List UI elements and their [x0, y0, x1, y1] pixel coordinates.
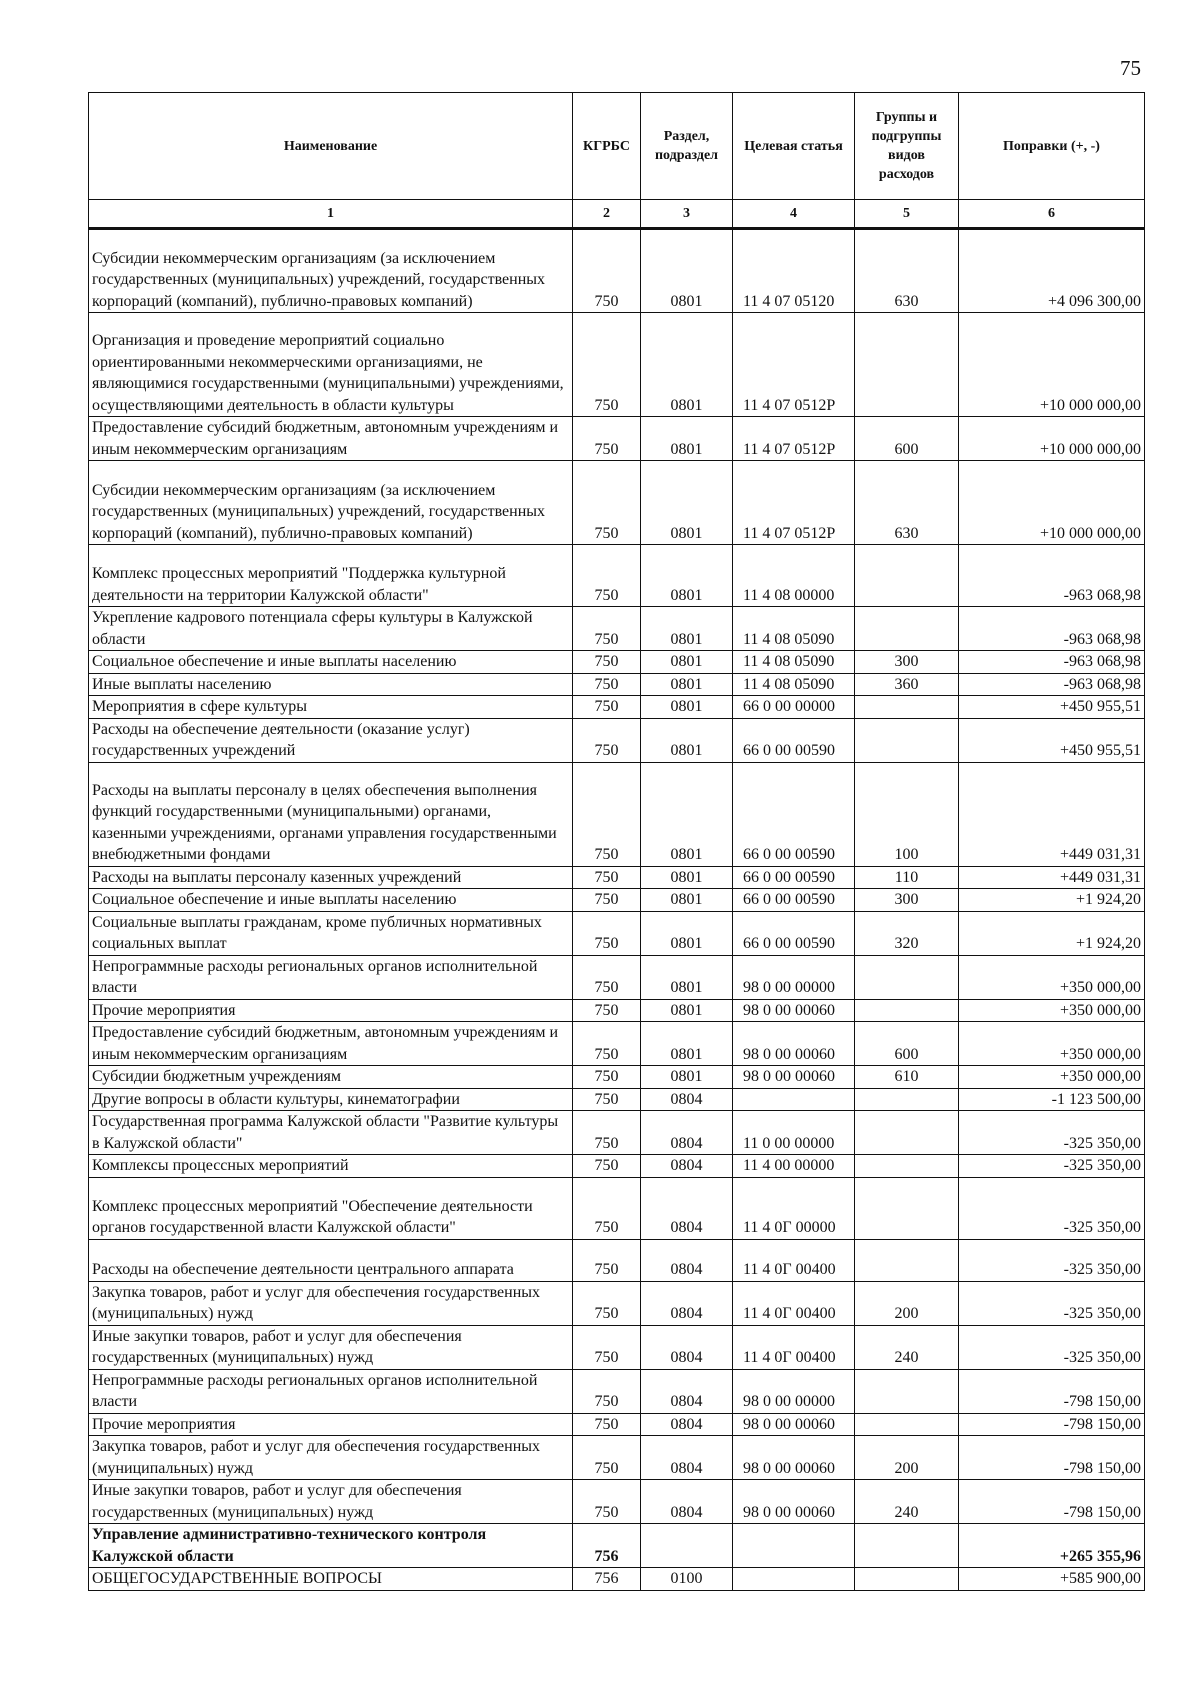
cell-expense-group: [855, 1524, 959, 1568]
table-row: [89, 866, 1145, 889]
cell-name: Закупка товаров, работ и услуг для обеспечения государственных (муниципальных) нужд: [89, 1436, 573, 1480]
cell-name: Субсидии бюджетным учреждениям: [89, 1066, 573, 1089]
cell-expense-group: 240: [855, 1480, 959, 1524]
table-row: [89, 955, 1145, 999]
cell-amendment: -798 150,00: [959, 1480, 1145, 1524]
cell-amendment: -798 150,00: [959, 1369, 1145, 1413]
cell-section: 0801: [641, 417, 733, 461]
cell-expense-group: 200: [855, 1436, 959, 1480]
cell-expense-group: [855, 1088, 959, 1111]
cell-amendment: -325 350,00: [959, 1111, 1145, 1155]
table-row: [89, 696, 1145, 719]
cell-expense-group: [855, 1568, 959, 1591]
cell-amendment: +10 000 000,00: [959, 461, 1145, 545]
table-row: [89, 607, 1145, 651]
cell-amendment: -798 150,00: [959, 1436, 1145, 1480]
cell-kgrbs: 750: [573, 1281, 641, 1325]
cell-target-article: 11 4 08 05090: [733, 651, 855, 674]
cell-name: Государственная программа Калужской области "Развитие культуры в Калужской области": [89, 1111, 573, 1155]
cell-target-article: 66 0 00 00590: [733, 762, 855, 866]
table-row: [89, 1436, 1145, 1480]
table-row: [89, 1111, 1145, 1155]
cell-section: 0804: [641, 1480, 733, 1524]
cell-section: 0801: [641, 313, 733, 417]
cell-amendment: +1 924,20: [959, 911, 1145, 955]
cell-name: Иные выплаты населению: [89, 673, 573, 696]
cell-target-article: 11 4 07 0512P: [733, 461, 855, 545]
cell-name: Комплекс процессных мероприятий "Поддержка культурной деятельности на территории Калужской области": [89, 545, 573, 607]
cell-kgrbs: 750: [573, 1177, 641, 1239]
cell-name: Иные закупки товаров, работ и услуг для обеспечения государственных (муниципальных) нужд: [89, 1325, 573, 1369]
cell-expense-group: 360: [855, 673, 959, 696]
cell-amendment: -325 350,00: [959, 1177, 1145, 1239]
cell-kgrbs: 750: [573, 673, 641, 696]
cell-name: Прочие мероприятия: [89, 1413, 573, 1436]
cell-name: Прочие мероприятия: [89, 999, 573, 1022]
cell-expense-group: [855, 313, 959, 417]
table-row: [89, 1088, 1145, 1111]
cell-section: 0801: [641, 545, 733, 607]
table-row: [89, 1369, 1145, 1413]
cell-name: Социальное обеспечение и иные выплаты населению: [89, 889, 573, 912]
table-body: [89, 229, 1145, 1591]
cell-amendment: -963 068,98: [959, 651, 1145, 674]
cell-target-article: 66 0 00 00590: [733, 718, 855, 762]
cell-target-article: 11 4 0Г 00400: [733, 1239, 855, 1281]
cell-name: Иные закупки товаров, работ и услуг для обеспечения государственных (муниципальных) нужд: [89, 1480, 573, 1524]
table-row: [89, 651, 1145, 674]
cell-target-article: [733, 1568, 855, 1591]
table-row: [89, 545, 1145, 607]
cell-expense-group: 610: [855, 1066, 959, 1089]
cell-kgrbs: 750: [573, 1480, 641, 1524]
cell-section: 0801: [641, 673, 733, 696]
table-row: [89, 762, 1145, 866]
cell-amendment: +350 000,00: [959, 1066, 1145, 1089]
cell-target-article: 98 0 00 00060: [733, 1413, 855, 1436]
table-row: [89, 1325, 1145, 1369]
cell-amendment: -325 350,00: [959, 1155, 1145, 1178]
cell-target-article: 66 0 00 00000: [733, 696, 855, 719]
table-row: [89, 313, 1145, 417]
cell-amendment: +585 900,00: [959, 1568, 1145, 1591]
budget-amendments-table: [88, 92, 1145, 1591]
header-name: Наименование: [89, 93, 573, 200]
cell-target-article: 98 0 00 00060: [733, 1480, 855, 1524]
column-number-row: [89, 200, 1145, 229]
cell-kgrbs: 750: [573, 651, 641, 674]
cell-section: [641, 1524, 733, 1568]
cell-name: Социальное обеспечение и иные выплаты населению: [89, 651, 573, 674]
header-section: Раздел, подраздел: [641, 93, 733, 200]
header-kgrbs: КГРБС: [573, 93, 641, 200]
cell-kgrbs: 750: [573, 545, 641, 607]
cell-kgrbs: 750: [573, 417, 641, 461]
cell-expense-group: 100: [855, 762, 959, 866]
cell-amendment: +450 955,51: [959, 696, 1145, 719]
cell-name: Непрограммные расходы региональных органов исполнительной власти: [89, 955, 573, 999]
header-target: Целевая статья: [733, 93, 855, 200]
cell-amendment: +265 355,96: [959, 1524, 1145, 1568]
cell-expense-group: [855, 999, 959, 1022]
cell-amendment: +449 031,31: [959, 762, 1145, 866]
cell-section: 0804: [641, 1155, 733, 1178]
column-number: 4: [733, 200, 855, 229]
cell-kgrbs: 750: [573, 911, 641, 955]
cell-name: Непрограммные расходы региональных органов исполнительной власти: [89, 1369, 573, 1413]
table-row: [89, 1066, 1145, 1089]
cell-expense-group: 240: [855, 1325, 959, 1369]
cell-target-article: 11 4 0Г 00000: [733, 1177, 855, 1239]
cell-section: 0804: [641, 1239, 733, 1281]
cell-name: Расходы на выплаты персоналу в целях обеспечения выполнения функций государственными (муниципальными) органами, казенными учреждениями, органами управления государственными внебюджетными фондами: [89, 762, 573, 866]
cell-section: 0804: [641, 1436, 733, 1480]
table-row: [89, 1413, 1145, 1436]
cell-amendment: -798 150,00: [959, 1413, 1145, 1436]
table-row: [89, 889, 1145, 912]
cell-kgrbs: 750: [573, 762, 641, 866]
column-number: 5: [855, 200, 959, 229]
cell-name: Организация и проведение мероприятий социально ориентированными некоммерческими организациями, не являющимися государственными (муниципальными) учреждениями, осуществляющими деятельность в области культуры: [89, 313, 573, 417]
cell-expense-group: [855, 1413, 959, 1436]
cell-kgrbs: 750: [573, 718, 641, 762]
cell-name: Управление административно-технического контроля Калужской области: [89, 1524, 573, 1568]
cell-name: Другие вопросы в области культуры, кинематографии: [89, 1088, 573, 1111]
column-number: 3: [641, 200, 733, 229]
cell-section: 0804: [641, 1111, 733, 1155]
cell-target-article: [733, 1088, 855, 1111]
cell-kgrbs: 750: [573, 1066, 641, 1089]
cell-expense-group: [855, 1239, 959, 1281]
cell-expense-group: [855, 607, 959, 651]
cell-target-article: 11 4 07 05120: [733, 229, 855, 313]
cell-name: Предоставление субсидий бюджетным, автономным учреждениям и иным некоммерческим организациям: [89, 417, 573, 461]
cell-section: 0801: [641, 607, 733, 651]
cell-kgrbs: 750: [573, 999, 641, 1022]
cell-expense-group: [855, 1111, 959, 1155]
cell-expense-group: 600: [855, 1022, 959, 1066]
table-row: [89, 1568, 1145, 1591]
cell-kgrbs: 750: [573, 1239, 641, 1281]
cell-section: 0804: [641, 1088, 733, 1111]
cell-section: 0801: [641, 999, 733, 1022]
cell-section: 0801: [641, 955, 733, 999]
cell-expense-group: 630: [855, 461, 959, 545]
cell-section: 0801: [641, 229, 733, 313]
header-row: [89, 93, 1145, 200]
cell-name: Предоставление субсидий бюджетным, автономным учреждениям и иным некоммерческим организациям: [89, 1022, 573, 1066]
cell-amendment: -325 350,00: [959, 1239, 1145, 1281]
cell-amendment: +350 000,00: [959, 999, 1145, 1022]
table-row: [89, 673, 1145, 696]
cell-target-article: 11 4 08 05090: [733, 673, 855, 696]
cell-section: 0804: [641, 1369, 733, 1413]
cell-kgrbs: 750: [573, 1413, 641, 1436]
cell-name: Расходы на обеспечение деятельности центрального аппарата: [89, 1239, 573, 1281]
cell-expense-group: [855, 1155, 959, 1178]
cell-target-article: 11 4 0Г 00400: [733, 1281, 855, 1325]
cell-amendment: -963 068,98: [959, 607, 1145, 651]
cell-kgrbs: 750: [573, 1155, 641, 1178]
cell-target-article: 98 0 00 00060: [733, 1436, 855, 1480]
cell-section: 0804: [641, 1281, 733, 1325]
cell-target-article: [733, 1524, 855, 1568]
cell-kgrbs: 750: [573, 955, 641, 999]
cell-target-article: 11 4 0Г 00400: [733, 1325, 855, 1369]
column-number: 2: [573, 200, 641, 229]
cell-amendment: +449 031,31: [959, 866, 1145, 889]
cell-target-article: 11 4 00 00000: [733, 1155, 855, 1178]
cell-section: 0100: [641, 1568, 733, 1591]
cell-expense-group: [855, 545, 959, 607]
cell-section: 0801: [641, 889, 733, 912]
cell-target-article: 66 0 00 00590: [733, 866, 855, 889]
cell-section: 0801: [641, 651, 733, 674]
cell-section: 0801: [641, 461, 733, 545]
cell-section: 0801: [641, 762, 733, 866]
cell-amendment: +10 000 000,00: [959, 417, 1145, 461]
cell-expense-group: [855, 696, 959, 719]
header-amendments: Поправки (+, -): [959, 93, 1145, 200]
table-row: [89, 1480, 1145, 1524]
cell-kgrbs: 750: [573, 461, 641, 545]
cell-expense-group: 630: [855, 229, 959, 313]
cell-section: 0801: [641, 1066, 733, 1089]
cell-expense-group: [855, 1177, 959, 1239]
cell-section: 0801: [641, 718, 733, 762]
table-row: [89, 229, 1145, 313]
cell-target-article: 66 0 00 00590: [733, 889, 855, 912]
cell-expense-group: 320: [855, 911, 959, 955]
cell-amendment: -325 350,00: [959, 1325, 1145, 1369]
cell-expense-group: 300: [855, 889, 959, 912]
table-row: [89, 417, 1145, 461]
cell-section: 0801: [641, 911, 733, 955]
cell-section: 0804: [641, 1325, 733, 1369]
cell-kgrbs: 750: [573, 696, 641, 719]
cell-kgrbs: 750: [573, 1436, 641, 1480]
cell-expense-group: 300: [855, 651, 959, 674]
cell-kgrbs: 750: [573, 1325, 641, 1369]
cell-expense-group: 200: [855, 1281, 959, 1325]
cell-kgrbs: 750: [573, 889, 641, 912]
cell-target-article: 98 0 00 00000: [733, 1369, 855, 1413]
cell-section: 0801: [641, 696, 733, 719]
cell-amendment: -963 068,98: [959, 545, 1145, 607]
cell-expense-group: [855, 1369, 959, 1413]
cell-target-article: 98 0 00 00060: [733, 1066, 855, 1089]
cell-name: Комплекс процессных мероприятий "Обеспечение деятельности органов государственной власти Калужской области": [89, 1177, 573, 1239]
cell-section: 0804: [641, 1413, 733, 1436]
cell-amendment: -325 350,00: [959, 1281, 1145, 1325]
table-row: [89, 911, 1145, 955]
cell-target-article: 98 0 00 00060: [733, 999, 855, 1022]
cell-kgrbs: 750: [573, 1088, 641, 1111]
cell-name: Мероприятия в сфере культуры: [89, 696, 573, 719]
cell-target-article: 11 4 08 00000: [733, 545, 855, 607]
cell-amendment: +10 000 000,00: [959, 313, 1145, 417]
table-row: [89, 461, 1145, 545]
table-row: [89, 1177, 1145, 1239]
table-row: [89, 1281, 1145, 1325]
cell-amendment: +350 000,00: [959, 955, 1145, 999]
cell-kgrbs: 750: [573, 1369, 641, 1413]
cell-name: Субсидии некоммерческим организациям (за исключением государственных (муниципальных) учреждений, государственных корпораций (компаний), публично-правовых компаний): [89, 229, 573, 313]
cell-name: Субсидии некоммерческим организациям (за исключением государственных (муниципальных) учреждений, государственных корпораций (компаний), публично-правовых компаний): [89, 461, 573, 545]
cell-expense-group: [855, 718, 959, 762]
cell-amendment: +1 924,20: [959, 889, 1145, 912]
cell-name: Расходы на обеспечение деятельности (оказание услуг) государственных учреждений: [89, 718, 573, 762]
cell-target-article: 11 0 00 00000: [733, 1111, 855, 1155]
cell-amendment: +450 955,51: [959, 718, 1145, 762]
cell-target-article: 11 4 08 05090: [733, 607, 855, 651]
cell-target-article: 98 0 00 00060: [733, 1022, 855, 1066]
table-row: [89, 1239, 1145, 1281]
column-number: 1: [89, 200, 573, 229]
cell-kgrbs: 756: [573, 1524, 641, 1568]
table-row: [89, 1155, 1145, 1178]
table-row: [89, 1022, 1145, 1066]
cell-target-article: 11 4 07 0512P: [733, 313, 855, 417]
cell-name: ОБЩЕГОСУДАРСТВЕННЫЕ ВОПРОСЫ: [89, 1568, 573, 1591]
page-number: 75: [1120, 56, 1141, 80]
cell-name: Комплексы процессных мероприятий: [89, 1155, 573, 1178]
cell-target-article: 66 0 00 00590: [733, 911, 855, 955]
cell-section: 0804: [641, 1177, 733, 1239]
column-number: 6: [959, 200, 1145, 229]
cell-expense-group: 600: [855, 417, 959, 461]
cell-amendment: +350 000,00: [959, 1022, 1145, 1066]
header-groups: Группы и подгруппы видов расходов: [855, 93, 959, 200]
cell-amendment: +4 096 300,00: [959, 229, 1145, 313]
cell-kgrbs: 750: [573, 866, 641, 889]
cell-kgrbs: 750: [573, 1111, 641, 1155]
cell-amendment: -1 123 500,00: [959, 1088, 1145, 1111]
table-row: [89, 718, 1145, 762]
table-row: [89, 999, 1145, 1022]
cell-name: Укрепление кадрового потенциала сферы культуры в Калужской области: [89, 607, 573, 651]
cell-kgrbs: 750: [573, 1022, 641, 1066]
cell-expense-group: 110: [855, 866, 959, 889]
cell-expense-group: [855, 955, 959, 999]
cell-kgrbs: 750: [573, 607, 641, 651]
cell-name: Расходы на выплаты персоналу казенных учреждений: [89, 866, 573, 889]
cell-name: Закупка товаров, работ и услуг для обеспечения государственных (муниципальных) нужд: [89, 1281, 573, 1325]
cell-target-article: 11 4 07 0512P: [733, 417, 855, 461]
cell-name: Социальные выплаты гражданам, кроме публичных нормативных социальных выплат: [89, 911, 573, 955]
table-row: [89, 1524, 1145, 1568]
cell-section: 0801: [641, 866, 733, 889]
cell-section: 0801: [641, 1022, 733, 1066]
cell-kgrbs: 750: [573, 313, 641, 417]
cell-kgrbs: 750: [573, 229, 641, 313]
cell-amendment: -963 068,98: [959, 673, 1145, 696]
cell-target-article: 98 0 00 00000: [733, 955, 855, 999]
cell-kgrbs: 756: [573, 1568, 641, 1591]
